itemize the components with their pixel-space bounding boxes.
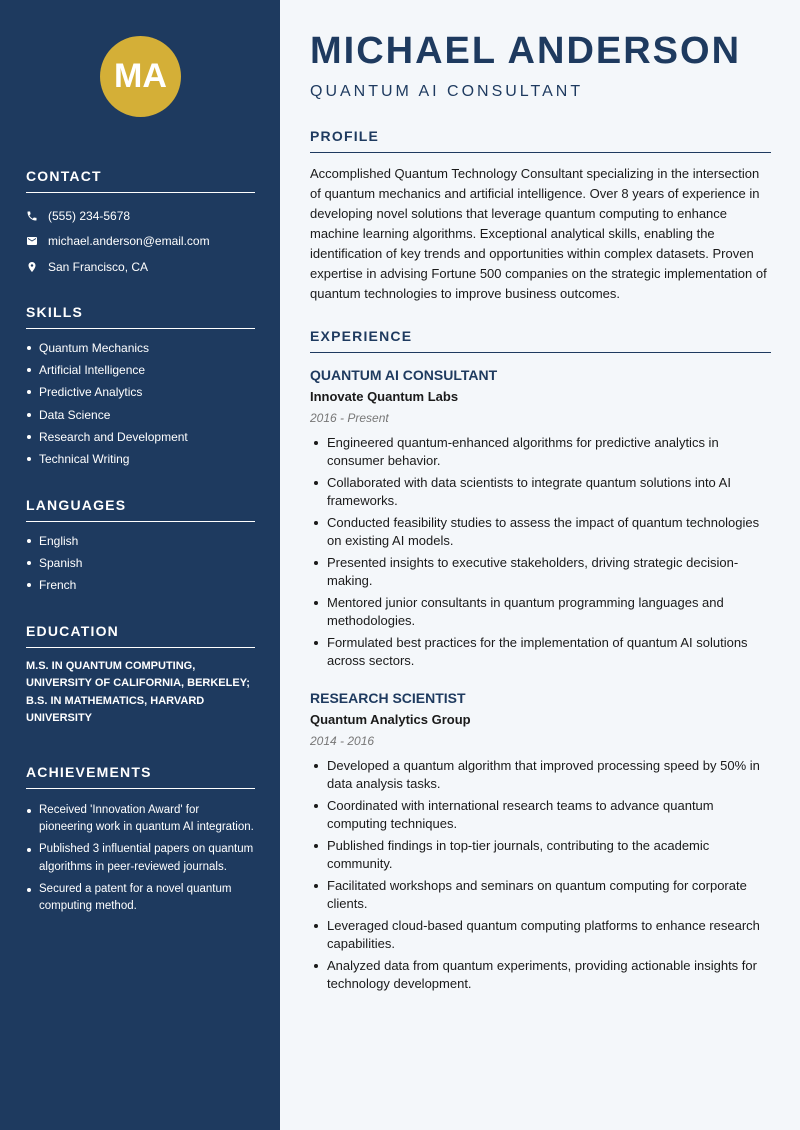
job-bullets bbox=[310, 757, 771, 993]
email-icon bbox=[26, 235, 38, 247]
email-text: michael.anderson@email.com bbox=[48, 234, 210, 249]
contact-phone bbox=[26, 203, 255, 229]
list-item: Quantum Mechanics bbox=[26, 341, 255, 363]
job-title: RESEARCH SCIENTIST bbox=[310, 690, 466, 706]
education-heading: EDUCATION bbox=[26, 623, 255, 648]
list-item: French bbox=[26, 578, 255, 600]
skills-section bbox=[26, 304, 255, 474]
languages-list bbox=[26, 534, 255, 601]
job-title-subtitle: QUANTUM AI CONSULTANT bbox=[310, 83, 584, 100]
company-name: Innovate Quantum Labs bbox=[310, 389, 459, 404]
languages-heading: LANGUAGES bbox=[26, 497, 255, 522]
list-item: Research and Development bbox=[26, 430, 255, 452]
education-text: M.S. IN QUANTUM COMPUTING, UNIVERSITY OF CALIFORNIA, BERKELEY; B.S. IN MATHEMATICS, HARVARD UNIVERSITY bbox=[26, 660, 250, 724]
list-item: Engineered quantum-enhanced algorithms for predictive analytics in consumer behavior. bbox=[310, 434, 771, 470]
job-entry bbox=[310, 689, 771, 997]
list-item: English bbox=[26, 534, 255, 556]
list-item: Facilitated workshops and seminars on quantum computing for corporate clients. bbox=[310, 877, 771, 913]
contact-heading: CONTACT bbox=[26, 168, 255, 193]
list-item: Published findings in top-tier journals, contributing to the academic community. bbox=[310, 837, 771, 873]
avatar-initials: MA bbox=[114, 57, 167, 95]
phone-text: (555) 234-5678 bbox=[48, 208, 131, 223]
job-bullets bbox=[310, 434, 771, 670]
sidebar bbox=[0, 0, 280, 1130]
achievements-list bbox=[26, 802, 255, 915]
company-name: Quantum Analytics Group bbox=[310, 712, 471, 727]
location-pin-icon bbox=[26, 261, 38, 273]
list-item: Predictive Analytics bbox=[26, 385, 255, 407]
job-entry bbox=[310, 366, 771, 674]
contact-location bbox=[26, 254, 255, 280]
list-item: Artificial Intelligence bbox=[26, 363, 255, 385]
contact-section bbox=[26, 168, 255, 280]
skills-heading: SKILLS bbox=[26, 304, 255, 329]
avatar bbox=[100, 36, 181, 117]
list-item: Presented insights to executive stakeholders, driving strategic decision-making. bbox=[310, 554, 771, 590]
page-title: MICHAEL ANDERSON bbox=[310, 30, 742, 72]
achievements-heading: ACHIEVEMENTS bbox=[26, 764, 255, 789]
list-item: Conducted feasibility studies to assess the impact of quantum technologies on existing AI models. bbox=[310, 514, 771, 550]
list-item: Mentored junior consultants in quantum programming languages and methodologies. bbox=[310, 594, 771, 630]
list-item: Spanish bbox=[26, 556, 255, 578]
list-item: Coordinated with international research teams to advance quantum computing techniques. bbox=[310, 797, 771, 833]
education-section bbox=[26, 623, 255, 727]
list-item: Secured a patent for a novel quantum computing method. bbox=[26, 881, 255, 916]
experience-heading: EXPERIENCE bbox=[310, 328, 771, 353]
list-item: Collaborated with data scientists to integrate quantum solutions into AI frameworks. bbox=[310, 474, 771, 510]
achievements-section bbox=[26, 764, 255, 920]
list-item: Analyzed data from quantum experiments, providing actionable insights for technology development. bbox=[310, 957, 771, 993]
languages-section bbox=[26, 497, 255, 601]
list-item: Leveraged cloud-based quantum computing platforms to enhance research capabilities. bbox=[310, 917, 771, 953]
job-title: QUANTUM AI CONSULTANT bbox=[310, 367, 498, 383]
phone-icon bbox=[26, 210, 38, 222]
list-item: Formulated best practices for the implementation of quantum AI solutions across sectors. bbox=[310, 634, 771, 670]
location-text: San Francisco, CA bbox=[48, 259, 149, 274]
list-item: Technical Writing bbox=[26, 452, 255, 474]
profile-heading: PROFILE bbox=[310, 128, 771, 153]
skills-list bbox=[26, 341, 255, 474]
job-dates: 2016 - Present bbox=[310, 411, 389, 425]
list-item: Data Science bbox=[26, 408, 255, 430]
list-item: Received 'Innovation Award' for pioneering work in quantum AI integration. bbox=[26, 802, 255, 837]
job-dates: 2014 - 2016 bbox=[310, 734, 375, 748]
list-item: Developed a quantum algorithm that improved processing speed by 50% in data analysis tasks. bbox=[310, 757, 771, 793]
contact-email bbox=[26, 229, 255, 255]
profile-text: Accomplished Quantum Technology Consultant specializing in the intersection of quantum mechanics and artificial intelligence. Over 8 years of experience in developing novel solutions that leverage quantum computing to enhance machine learning algorithms. Exceptional analytical skills, enabling the identification of key trends and opportunities within complex datasets. Proven expertise in advising Fortune 500 companies on the strategic implementation of quantum technologies to improve business outcomes. bbox=[310, 166, 767, 301]
list-item: Published 3 influential papers on quantum algorithms in peer-reviewed journals. bbox=[26, 841, 255, 876]
